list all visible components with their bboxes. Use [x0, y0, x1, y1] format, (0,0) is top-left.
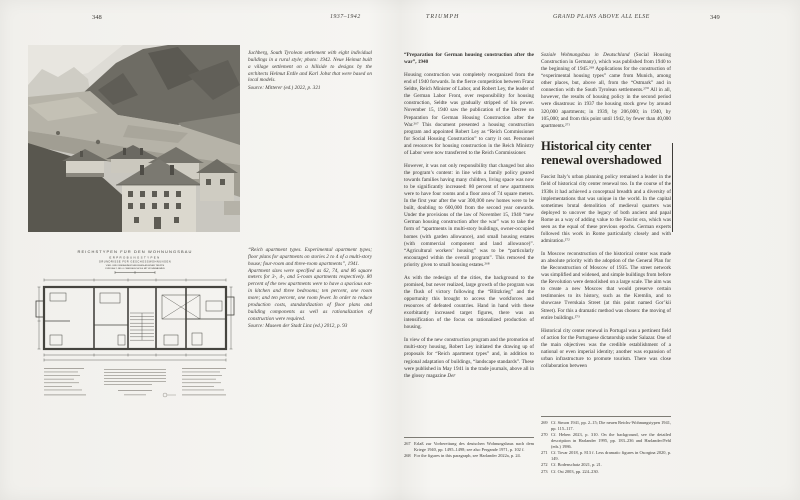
footnote	[541, 462, 671, 468]
footnote-text: Erlaß zur Vorbereitung des deutschen Wohnungsbaus nach dem Kriege 1940, pp. 1495–1498; see also Pergande 1971, p. 102 f.	[414, 441, 534, 452]
footnote	[404, 441, 534, 453]
footnotes-column-2	[541, 416, 671, 475]
margin-rule	[672, 143, 673, 232]
footnote-number: 267	[404, 441, 411, 446]
footnote-rule	[541, 416, 671, 417]
plan-legend-center	[104, 369, 166, 395]
photo-caption	[248, 50, 372, 92]
photo-caption-text: Juchberg, South Tyrolean settlement with eight individual buildings in a rural style; photo: 1942. Neue Heimat built a village settlement on a hillside to designs by the architects Helmut Erdle and Karl Jobst that were based on local models.	[248, 50, 372, 84]
plan-subtitle-2: GRUNDRISSE FÜR GESCHOSSWOHNUNGEN	[98, 260, 172, 264]
footnote	[541, 469, 671, 475]
footnote-number: 271	[541, 450, 548, 456]
footnote-number: 273	[541, 468, 548, 474]
floor-plan-figure	[30, 243, 240, 415]
paragraph: Fascist Italy’s urban planning policy remained a leader in the field of historical city center renewal too. In the course of the 1930s it had achieved a conceptual breadth and a diversity of implementations that was unique in the world. In the capital sometimes brutal demolition of medieval quarters was deployed to uncover the legacy of both ancient and papal Rome as a way of adding value to the Fascist era, which was seen as the equal of these previous epochs. German experts followed this work in Rome particularly closely and with admiration.²⁷²	[541, 174, 671, 244]
plan-title: REICHSTYPEN FÜR DEN WOHNUNGSBAU	[77, 249, 193, 254]
plan-legend-right	[182, 368, 226, 395]
footnote-number: 269	[541, 420, 548, 425]
footnote-text: Cf. Heben 2023, p. 310. On the background, see the detailed description in Harlander 1995, pp. 183–236 and Harlander/Fehl (eds.) 1986.	[551, 432, 671, 449]
paragraph: In Moscow reconstruction of the historical center was made an absolute priority with the adoption of the General Plan for the Reconstruction of Moscow of 1935. The street network was simplified and widened, and simple buildings from before the Revolution were demolished on a large scale. The aim was to create a new Moscow that would preserve certain testimonies to its history, such as the Kremlin, and to showcase Tverskaia Street (at this point named Gor’kii Street). For this a dramatic method was chosen: the moving of entire buildings.²⁷³	[541, 251, 671, 321]
footnote	[404, 453, 534, 459]
photo-caption-source: Source: Mitterer (ed.) 2022, p. 321	[248, 85, 321, 92]
settlement-photo-illustration	[28, 45, 240, 232]
footnote	[541, 420, 671, 432]
footnote-text: Cf. Simon 1941, pp. 2–15; Die neuen Reichs-Wohnungstypen 1941, pp. 115–117.	[551, 420, 671, 431]
paragraph: Historical city center renewal in Portugal was a pertinent field of action for the Portuguese dictatorship under Salazar. One of the main objectives was the credible establishment of a national or even imperial identity; another was expansion of urban infrastructure to promote tourism. There was close collaboration between	[541, 327, 671, 369]
plan-caption-text: Apartment sizes were specified as 62, 74, and 86 square meters for 3-, 4-, and 5-room apartments respectively. 80 percent of the new apartments were to have a spacious eat-in kitchen and three bedrooms; ten percent, one room more; and ten percent, one room fewer. In order to reduce production costs, standardization of floor plans and building components as well as rationalization of construction were required.	[248, 267, 372, 322]
footnote	[541, 450, 671, 462]
footnotes-column-1	[404, 437, 534, 459]
plan-legend-left	[44, 368, 86, 395]
paragraph: Housing construction was completely reorganized from the end of 1940 forwards. In the fierce competition between Franz Seldte, Reich Minister of Labor, and Robert Ley, the leader of the German Labor Front, over responsibility for housing construction, Seldte was gradually stripped of his power. November 15, 1940 saw the publication of the Decree on Preparation for German Housing Construction after the War.²⁶⁷ This document presented a housing construction program and appointed Robert Ley as “Reich Commissioner for Social Housing Construction” to carry it out. Personnel and resources for housing construction in the Reich Ministry of Labor were now transferred to the Reich Commissioner.	[404, 72, 534, 156]
paragraph	[541, 52, 671, 130]
left-running-head: 1937–1942	[330, 14, 361, 20]
paragraph	[404, 337, 534, 379]
footnote-number: 268	[404, 453, 411, 459]
right-page-number: 349	[710, 14, 720, 21]
floor-plan-drawing	[30, 243, 240, 415]
footnote-rule	[404, 437, 534, 438]
text-column-2	[541, 52, 671, 376]
plan-subtitle-4: FÜR DAS 2. BIS 4. OBERGESCHOSS MIT WOHNRÄUMEN	[105, 267, 165, 270]
section-subheading: “Preparation for German housing construction after the war”, 1940	[404, 52, 534, 66]
left-page-number: 348	[92, 14, 102, 21]
plan-subtitle-3: VIER- UND DREIRAUMWOHNUNGEN AN EINER TREPPE	[105, 264, 165, 267]
footnote-number: 272	[541, 462, 548, 468]
chapter-section-heading: Historical city center renewal overshadowed	[541, 138, 662, 168]
footnote-text: For the figures in this paragraph, see Harlander 2022a, p. 24.	[414, 453, 521, 459]
text-column-1	[404, 52, 534, 386]
paragraph: However, it was not only responsibility that changed but also the program’s content: in line with a family policy geared towards families having many children, living space was now to be significantly increased: 80 percent of new apartments were to have four rooms and a floor area of 74 square meters. In the first year after the war 300,000 new homes were to be built, doubling to 600,000 from the second year onwards. Under the provisions of the law of November 15, 1940 “new German housing construction after the war” was to take the form of “apartments in multi-story buildings, owner-occupied homes (with garden allowance), and small housing estates (with commercial component and land allowance)”. “Agricultural workers’ housing” was to be “particularly encouraged within the overall program”. This removed the priority given to small housing estates.²⁶⁸	[404, 162, 534, 268]
journal-title: Soziale Wohnungsbau in Deutschland	[541, 52, 630, 58]
plan-subtitle-1: ERPROBUNGSTYPEN	[109, 255, 161, 260]
footnote-text: Cf. Bodenschatz 2021, p. 21.	[551, 462, 602, 468]
footnote-text: Cf. Ost 2003, pp. 224–230.	[551, 468, 599, 474]
plan-caption	[248, 247, 372, 330]
part-title-running-head: TRIUMPH	[426, 14, 460, 20]
magazine-title: Der	[447, 372, 456, 379]
paragraph: As with the redesign of the cities, the background to the promised, but never realized, large growth of the program was the flush of victory following the “Blitzkrieg” and the opportunity this brought to access the workforces and resources of defeated countries. Hand in hand with these exorbitantly increased target figures, there was an intensification of the focus on rationalized production of housing.	[404, 274, 534, 331]
footnote-text: Cf. Tovar 2018, p. 813 f. Less dramatic figures in Osorgina 2020, p. 149.	[551, 450, 671, 461]
chapter-title-running-head: GRAND PLANS ABOVE ALL ELSE	[553, 14, 650, 20]
paragraph-text: (Social Housing Construction in Germany), which was published from 1940 to the beginning of 1945.²⁶⁹ Applications for the construction of “experimental housing types” came from Munich, among other places, but, above all, from the “Ostmark” and in connection with the South Tyrolean settlements.²⁷⁰ All in all, however, the results of housing policy in the second period were disastrous: in 1937 the housing stock grew by around 320,000 apartments; in 1939, by 206,000; in 1940, by 105,000; and from this point until 1942, by fewer than 40,000 apartments.²⁷¹	[541, 52, 672, 129]
plan-north-marker	[163, 393, 167, 397]
plan-caption-title: “Reich apartment types. Experimental apartment types; floor plans for apartments on stories 2 to 4 of a multi-story house; four-room and three-room apartments”, 1941.	[248, 247, 372, 267]
footnote-number: 270	[541, 432, 548, 438]
plan-caption-source: Source: Museen der Stadt Linz (ed.) 2012, p. 93	[248, 323, 348, 330]
footnote	[541, 432, 671, 449]
settlement-photograph	[28, 45, 240, 232]
paragraph-text: In view of the new construction program and the promotion of multi-story housing, Robert Ley initiated the drawing up of proposals for “Reich apartment types” and, in addition to regional adaptation of buildings, “landscape standards”. These were published in May 1941 in the trade journals, above all in the glossy magazine	[404, 337, 534, 379]
